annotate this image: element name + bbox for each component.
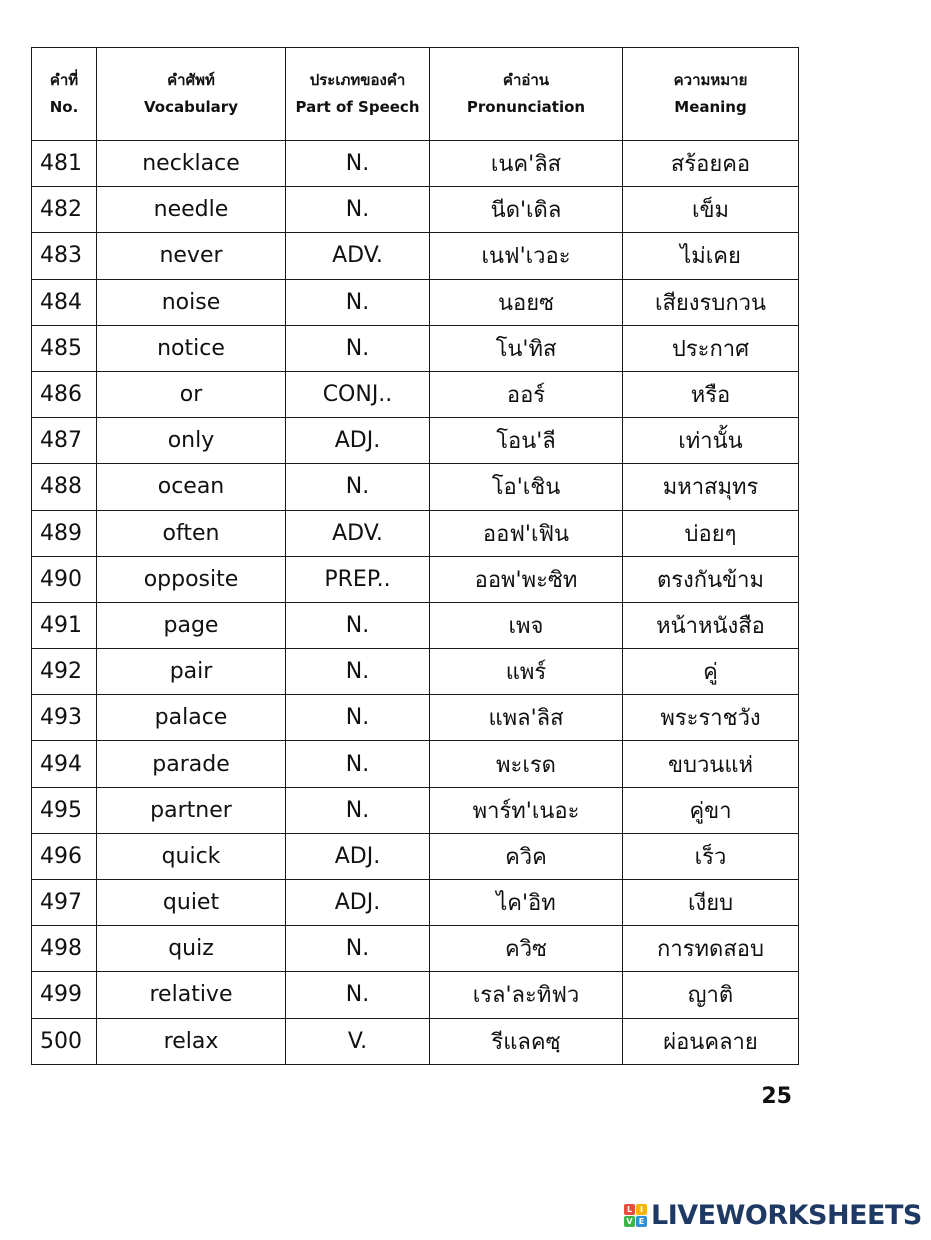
cell-number: 494 [32,741,97,787]
cell-meaning: คู่ขา [623,787,799,833]
cell-pronunciation: นอยซ [430,279,623,325]
cell-part-of-speech: ADV. [286,233,430,279]
cell-pronunciation: ออร์ [430,371,623,417]
cell-vocabulary: ocean [97,464,286,510]
cell-pronunciation: นีด'เดิล [430,187,623,233]
cell-number: 484 [32,279,97,325]
cell-vocabulary: page [97,602,286,648]
cell-part-of-speech: N. [286,141,430,187]
cell-number: 499 [32,972,97,1018]
cell-pronunciation: รีแลคซฺ [430,1018,623,1064]
cell-part-of-speech: N. [286,926,430,972]
logo-mark-icon: L I V E [624,1204,647,1227]
header-meaning: ความหมาย Meaning [623,48,799,141]
cell-meaning: ญาติ [623,972,799,1018]
cell-vocabulary: quiz [97,926,286,972]
cell-meaning: เงียบ [623,880,799,926]
cell-number: 488 [32,464,97,510]
cell-number: 497 [32,880,97,926]
table-row [32,187,799,233]
cell-part-of-speech: N. [286,464,430,510]
cell-part-of-speech: CONJ.. [286,371,430,417]
cell-vocabulary: pair [97,649,286,695]
cell-vocabulary: notice [97,325,286,371]
table-row [32,926,799,972]
cell-meaning: เสียงรบกวน [623,279,799,325]
cell-vocabulary: quick [97,833,286,879]
header-pronunciation: คำอ่าน Pronunciation [430,48,623,141]
cell-pronunciation: โอน'ลี [430,418,623,464]
cell-part-of-speech: N. [286,695,430,741]
cell-vocabulary: or [97,371,286,417]
cell-vocabulary: only [97,418,286,464]
cell-number: 496 [32,833,97,879]
liveworksheets-logo [624,1198,922,1232]
cell-number: 498 [32,926,97,972]
cell-meaning: พระราชวัง [623,695,799,741]
cell-part-of-speech: N. [286,972,430,1018]
cell-number: 493 [32,695,97,741]
cell-meaning: สร้อยคอ [623,141,799,187]
cell-meaning: ประกาศ [623,325,799,371]
cell-part-of-speech: N. [286,325,430,371]
cell-number: 485 [32,325,97,371]
cell-meaning: เร็ว [623,833,799,879]
cell-vocabulary: palace [97,695,286,741]
table-row [32,233,799,279]
cell-number: 487 [32,418,97,464]
cell-pronunciation: ควิซ [430,926,623,972]
table-row [32,972,799,1018]
cell-vocabulary: opposite [97,556,286,602]
cell-pronunciation: แพร์ [430,649,623,695]
cell-meaning: คู่ [623,649,799,695]
table-row [32,279,799,325]
cell-part-of-speech: V. [286,1018,430,1064]
table-row [32,325,799,371]
table-row [32,695,799,741]
cell-part-of-speech: N. [286,741,430,787]
cell-meaning: มหาสมุทร [623,464,799,510]
page-number: 25 [761,1084,792,1109]
cell-pronunciation: เรล'ละทิฟว [430,972,623,1018]
cell-number: 491 [32,602,97,648]
cell-number: 489 [32,510,97,556]
cell-pronunciation: เนค'ลิส [430,141,623,187]
cell-meaning: หน้าหนังสือ [623,602,799,648]
cell-pronunciation: ออฟ'เฟิน [430,510,623,556]
header-vocabulary: คำศัพท์ Vocabulary [97,48,286,141]
cell-number: 481 [32,141,97,187]
cell-part-of-speech: N. [286,787,430,833]
cell-part-of-speech: ADJ. [286,833,430,879]
cell-vocabulary: relative [97,972,286,1018]
cell-meaning: บ่อยๆ [623,510,799,556]
cell-meaning: เข็ม [623,187,799,233]
cell-number: 495 [32,787,97,833]
cell-pronunciation: ไค'อิท [430,880,623,926]
table-row [32,418,799,464]
cell-vocabulary: necklace [97,141,286,187]
cell-pronunciation: แพล'ลิส [430,695,623,741]
cell-pronunciation: พะเรด [430,741,623,787]
cell-number: 490 [32,556,97,602]
cell-number: 483 [32,233,97,279]
cell-meaning: เท่านั้น [623,418,799,464]
cell-meaning: ขบวนแห่ [623,741,799,787]
header-part-of-speech: ประเภทของคำ Part of Speech [286,48,430,141]
logo-text: LIVEWORKSHEETS [651,1199,922,1231]
cell-number: 482 [32,187,97,233]
cell-meaning: หรือ [623,371,799,417]
cell-part-of-speech: ADJ. [286,880,430,926]
cell-pronunciation: โน'ทิส [430,325,623,371]
table-row [32,649,799,695]
cell-part-of-speech: N. [286,649,430,695]
table-body [32,141,799,1065]
cell-part-of-speech: N. [286,279,430,325]
table-row [32,833,799,879]
table-row [32,880,799,926]
cell-part-of-speech: ADJ. [286,418,430,464]
cell-part-of-speech: N. [286,187,430,233]
cell-vocabulary: relax [97,1018,286,1064]
table-row [32,371,799,417]
cell-vocabulary: quiet [97,880,286,926]
cell-meaning: ไม่เคย [623,233,799,279]
cell-pronunciation: เพจ [430,602,623,648]
cell-meaning: ตรงกันข้าม [623,556,799,602]
table-row [32,464,799,510]
cell-meaning: ผ่อนคลาย [623,1018,799,1064]
cell-vocabulary: often [97,510,286,556]
vocabulary-table [31,47,799,1065]
cell-number: 492 [32,649,97,695]
table-row [32,787,799,833]
cell-vocabulary: never [97,233,286,279]
cell-number: 486 [32,371,97,417]
table-row [32,141,799,187]
cell-pronunciation: โอ'เชิน [430,464,623,510]
cell-part-of-speech: N. [286,602,430,648]
table-row [32,556,799,602]
table-row [32,1018,799,1064]
cell-pronunciation: พาร์ท'เนอะ [430,787,623,833]
cell-part-of-speech: ADV. [286,510,430,556]
cell-pronunciation: เนฟ'เวอะ [430,233,623,279]
table-row [32,741,799,787]
cell-part-of-speech: PREP.. [286,556,430,602]
cell-vocabulary: needle [97,187,286,233]
cell-vocabulary: parade [97,741,286,787]
cell-vocabulary: partner [97,787,286,833]
cell-pronunciation: ควิค [430,833,623,879]
cell-meaning: การทดสอบ [623,926,799,972]
header-no: คำที่ No. [32,48,97,141]
table-row [32,602,799,648]
cell-number: 500 [32,1018,97,1064]
table-header [32,48,799,141]
table-row [32,510,799,556]
cell-pronunciation: ออพ'พะซิท [430,556,623,602]
cell-vocabulary: noise [97,279,286,325]
